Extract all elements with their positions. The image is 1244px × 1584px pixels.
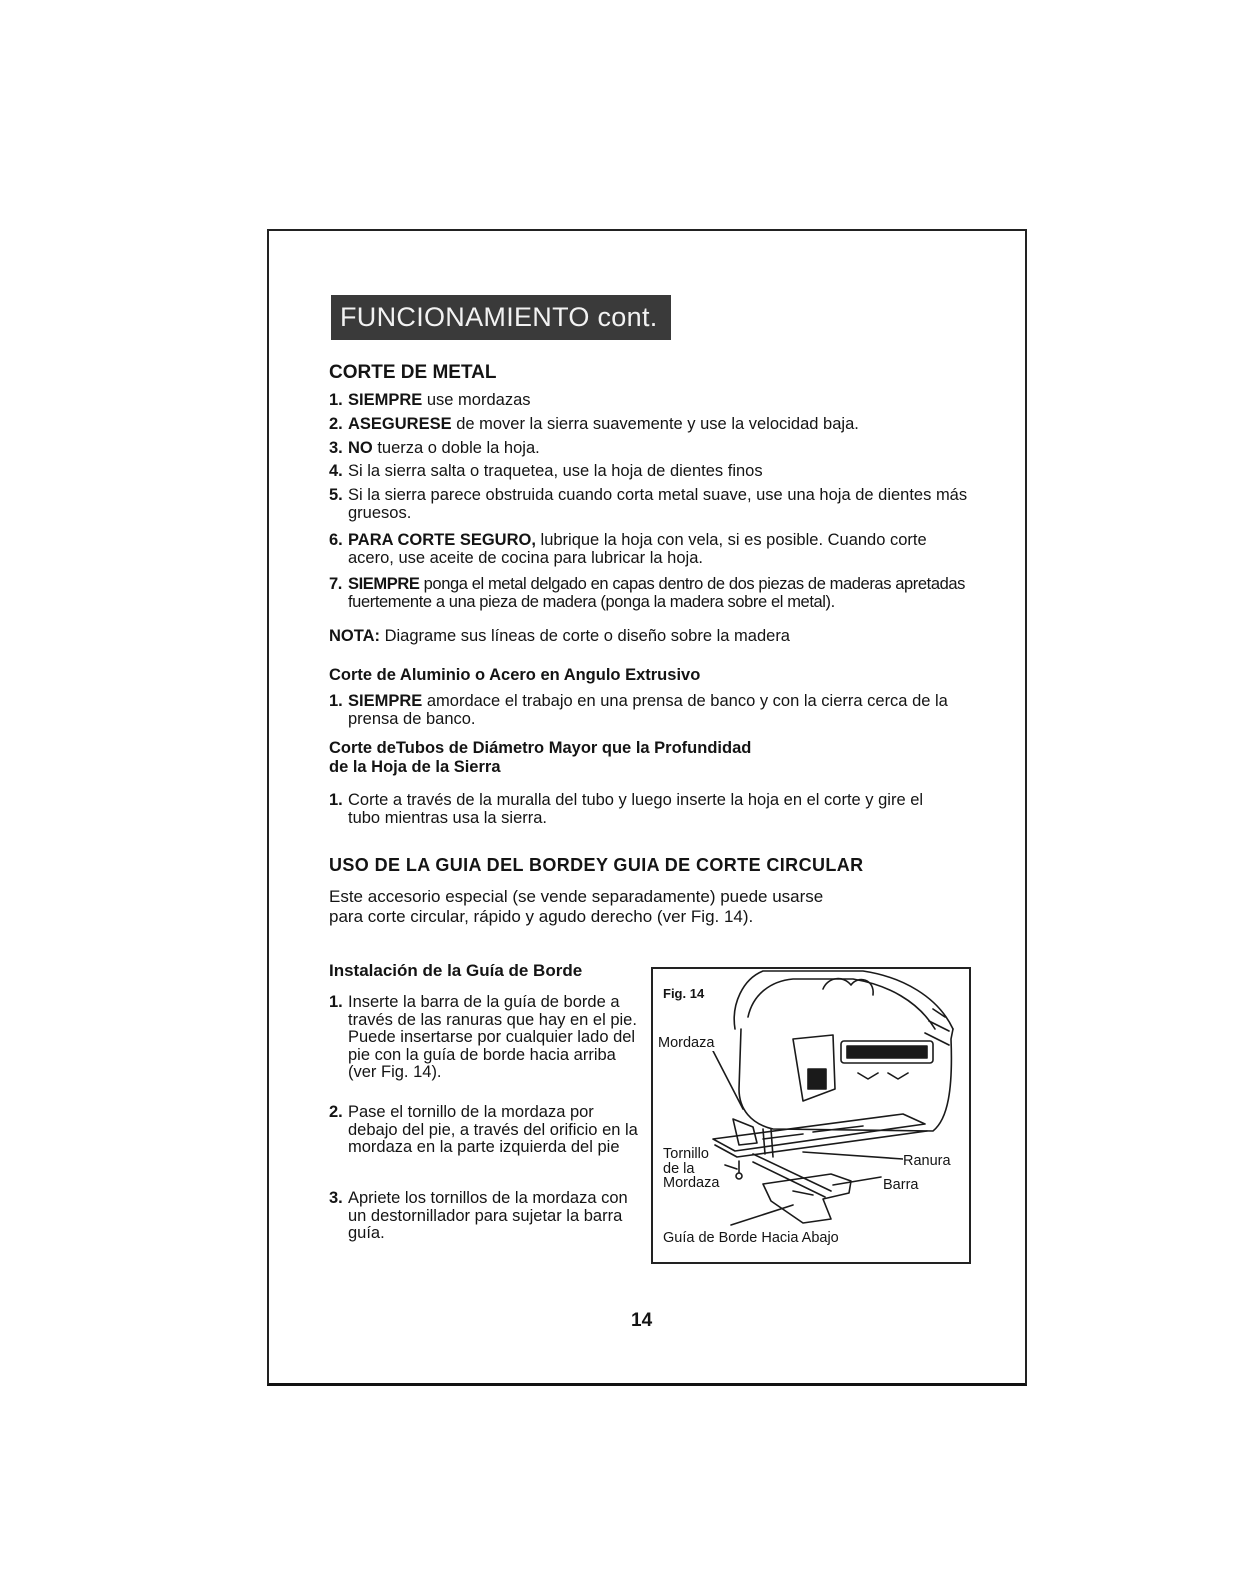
label-barra: Barra — [883, 1177, 919, 1193]
item-text: Si la sierra salta o traquetea, use la hoja de dientes finos — [348, 462, 763, 480]
tubos-item-1 — [329, 792, 959, 827]
item-number: 2. — [329, 1103, 343, 1121]
tubos-heading-line1: Corte deTubos de Diámetro Mayor que la Profundidad — [329, 739, 752, 757]
item-bold: SIEMPRE — [348, 692, 423, 710]
guia-intro-line2: para corte circular, rápido y agudo derecho (ver Fig. 14). — [329, 907, 754, 926]
section-banner: FUNCIONAMIENTO cont. — [331, 295, 671, 340]
item-bold: SIEMPRE — [348, 575, 420, 593]
item-number: 3. — [329, 439, 343, 457]
label-tornillo-1: Tornillo — [663, 1146, 709, 1162]
metal-note — [329, 628, 969, 646]
item-number: 3. — [329, 1189, 343, 1207]
item-text: Corte a través de la muralla del tubo y luego inserte la hoja en el corte y gire el tubo mientras usa la sierra. — [348, 791, 924, 827]
item-number: 1. — [329, 993, 343, 1011]
item-text: tuerza o doble la hoja. — [372, 439, 540, 457]
install-heading: Instalación de la Guía de Borde — [329, 961, 583, 980]
item-text: lubrique la hoja con vela, si es posible. Cuando corte acero, use aceite de cocina para lubricar la hoja. — [348, 531, 927, 567]
note-label: NOTA: — [329, 627, 381, 645]
install-item-3 — [329, 1190, 647, 1243]
item-number: 1. — [329, 692, 343, 710]
item-number: 4. — [329, 462, 343, 480]
item-number: 1. — [329, 791, 343, 809]
guia-intro-line1: Este accesorio especial (se vende separadamente) puede usarse — [329, 887, 824, 906]
item-text: Pase el tornillo de la mordaza por debajo del pie, a través del orificio en la mordaza en la parte izquierda del pie — [348, 1103, 638, 1156]
item-bold: NO — [348, 439, 373, 457]
label-tornillo-3: Mordaza — [663, 1175, 720, 1191]
item-text: use mordazas — [422, 391, 531, 409]
metal-item-3 — [329, 440, 969, 458]
item-number: 1. — [329, 391, 343, 409]
metal-item-2 — [329, 416, 969, 434]
item-number: 7. — [329, 575, 342, 593]
fig-label: Fig. 14 — [663, 986, 705, 1001]
aluminio-item-1 — [329, 693, 959, 728]
guia-heading: USO DE LA GUIA DEL BORDEY GUIA DE CORTE CIRCULAR — [329, 855, 864, 875]
label-mordaza: Mordaza — [658, 1035, 715, 1051]
item-bold: PARA CORTE SEGURO, — [348, 531, 536, 549]
item-number: 5. — [329, 486, 343, 504]
label-ranura: Ranura — [903, 1153, 951, 1169]
metal-item-6 — [329, 532, 969, 567]
aluminio-heading: Corte de Aluminio o Acero en Angulo Extrusivo — [329, 666, 701, 684]
item-bold: SIEMPRE — [348, 391, 423, 409]
note-text: Diagrame sus líneas de corte o diseño sobre la madera — [380, 627, 790, 645]
tubos-heading-line2: de la Hoja de la Sierra — [329, 758, 501, 776]
metal-item-1 — [329, 392, 969, 410]
item-bold: ASEGURESE — [348, 415, 452, 433]
metal-item-4 — [329, 463, 969, 481]
figure-14 — [651, 967, 971, 1264]
item-text: Si la sierra parece obstruida cuando corta metal suave, use una hoja de dientes más gruesos. — [348, 486, 968, 522]
metal-heading: CORTE DE METAL — [329, 362, 497, 383]
label-tornillo-2: de la — [663, 1161, 695, 1177]
install-item-2 — [329, 1104, 647, 1157]
item-number: 2. — [329, 415, 343, 433]
item-number: 6. — [329, 531, 343, 549]
jigsaw-illustration — [653, 969, 969, 1262]
metal-item-7 — [329, 576, 984, 611]
figure-caption: Guía de Borde Hacia Abajo — [663, 1230, 839, 1246]
item-text: de mover la sierra suavemente y use la velocidad baja. — [451, 415, 859, 433]
item-text: amordace el trabajo en una prensa de banco y con la cierra cerca de la prensa de banco. — [348, 692, 948, 728]
item-text: ponga el metal delgado en capas dentro de dos piezas de maderas apretadas fuertemente a una pieza de madera (ponga la madera sobre el metal). — [348, 575, 966, 611]
install-item-1 — [329, 994, 647, 1082]
page-number: 14 — [631, 1310, 653, 1331]
item-text: Apriete los tornillos de la mordaza con un destornillador para sujetar la barra guía. — [348, 1189, 628, 1242]
item-text: Inserte la barra de la guía de borde a través de las ranuras que hay en el pie. Puede insertarse por cualquier lado del pie con la guía de borde hacia arriba (ver Fig. 14). — [348, 993, 637, 1081]
metal-item-5 — [329, 487, 969, 522]
